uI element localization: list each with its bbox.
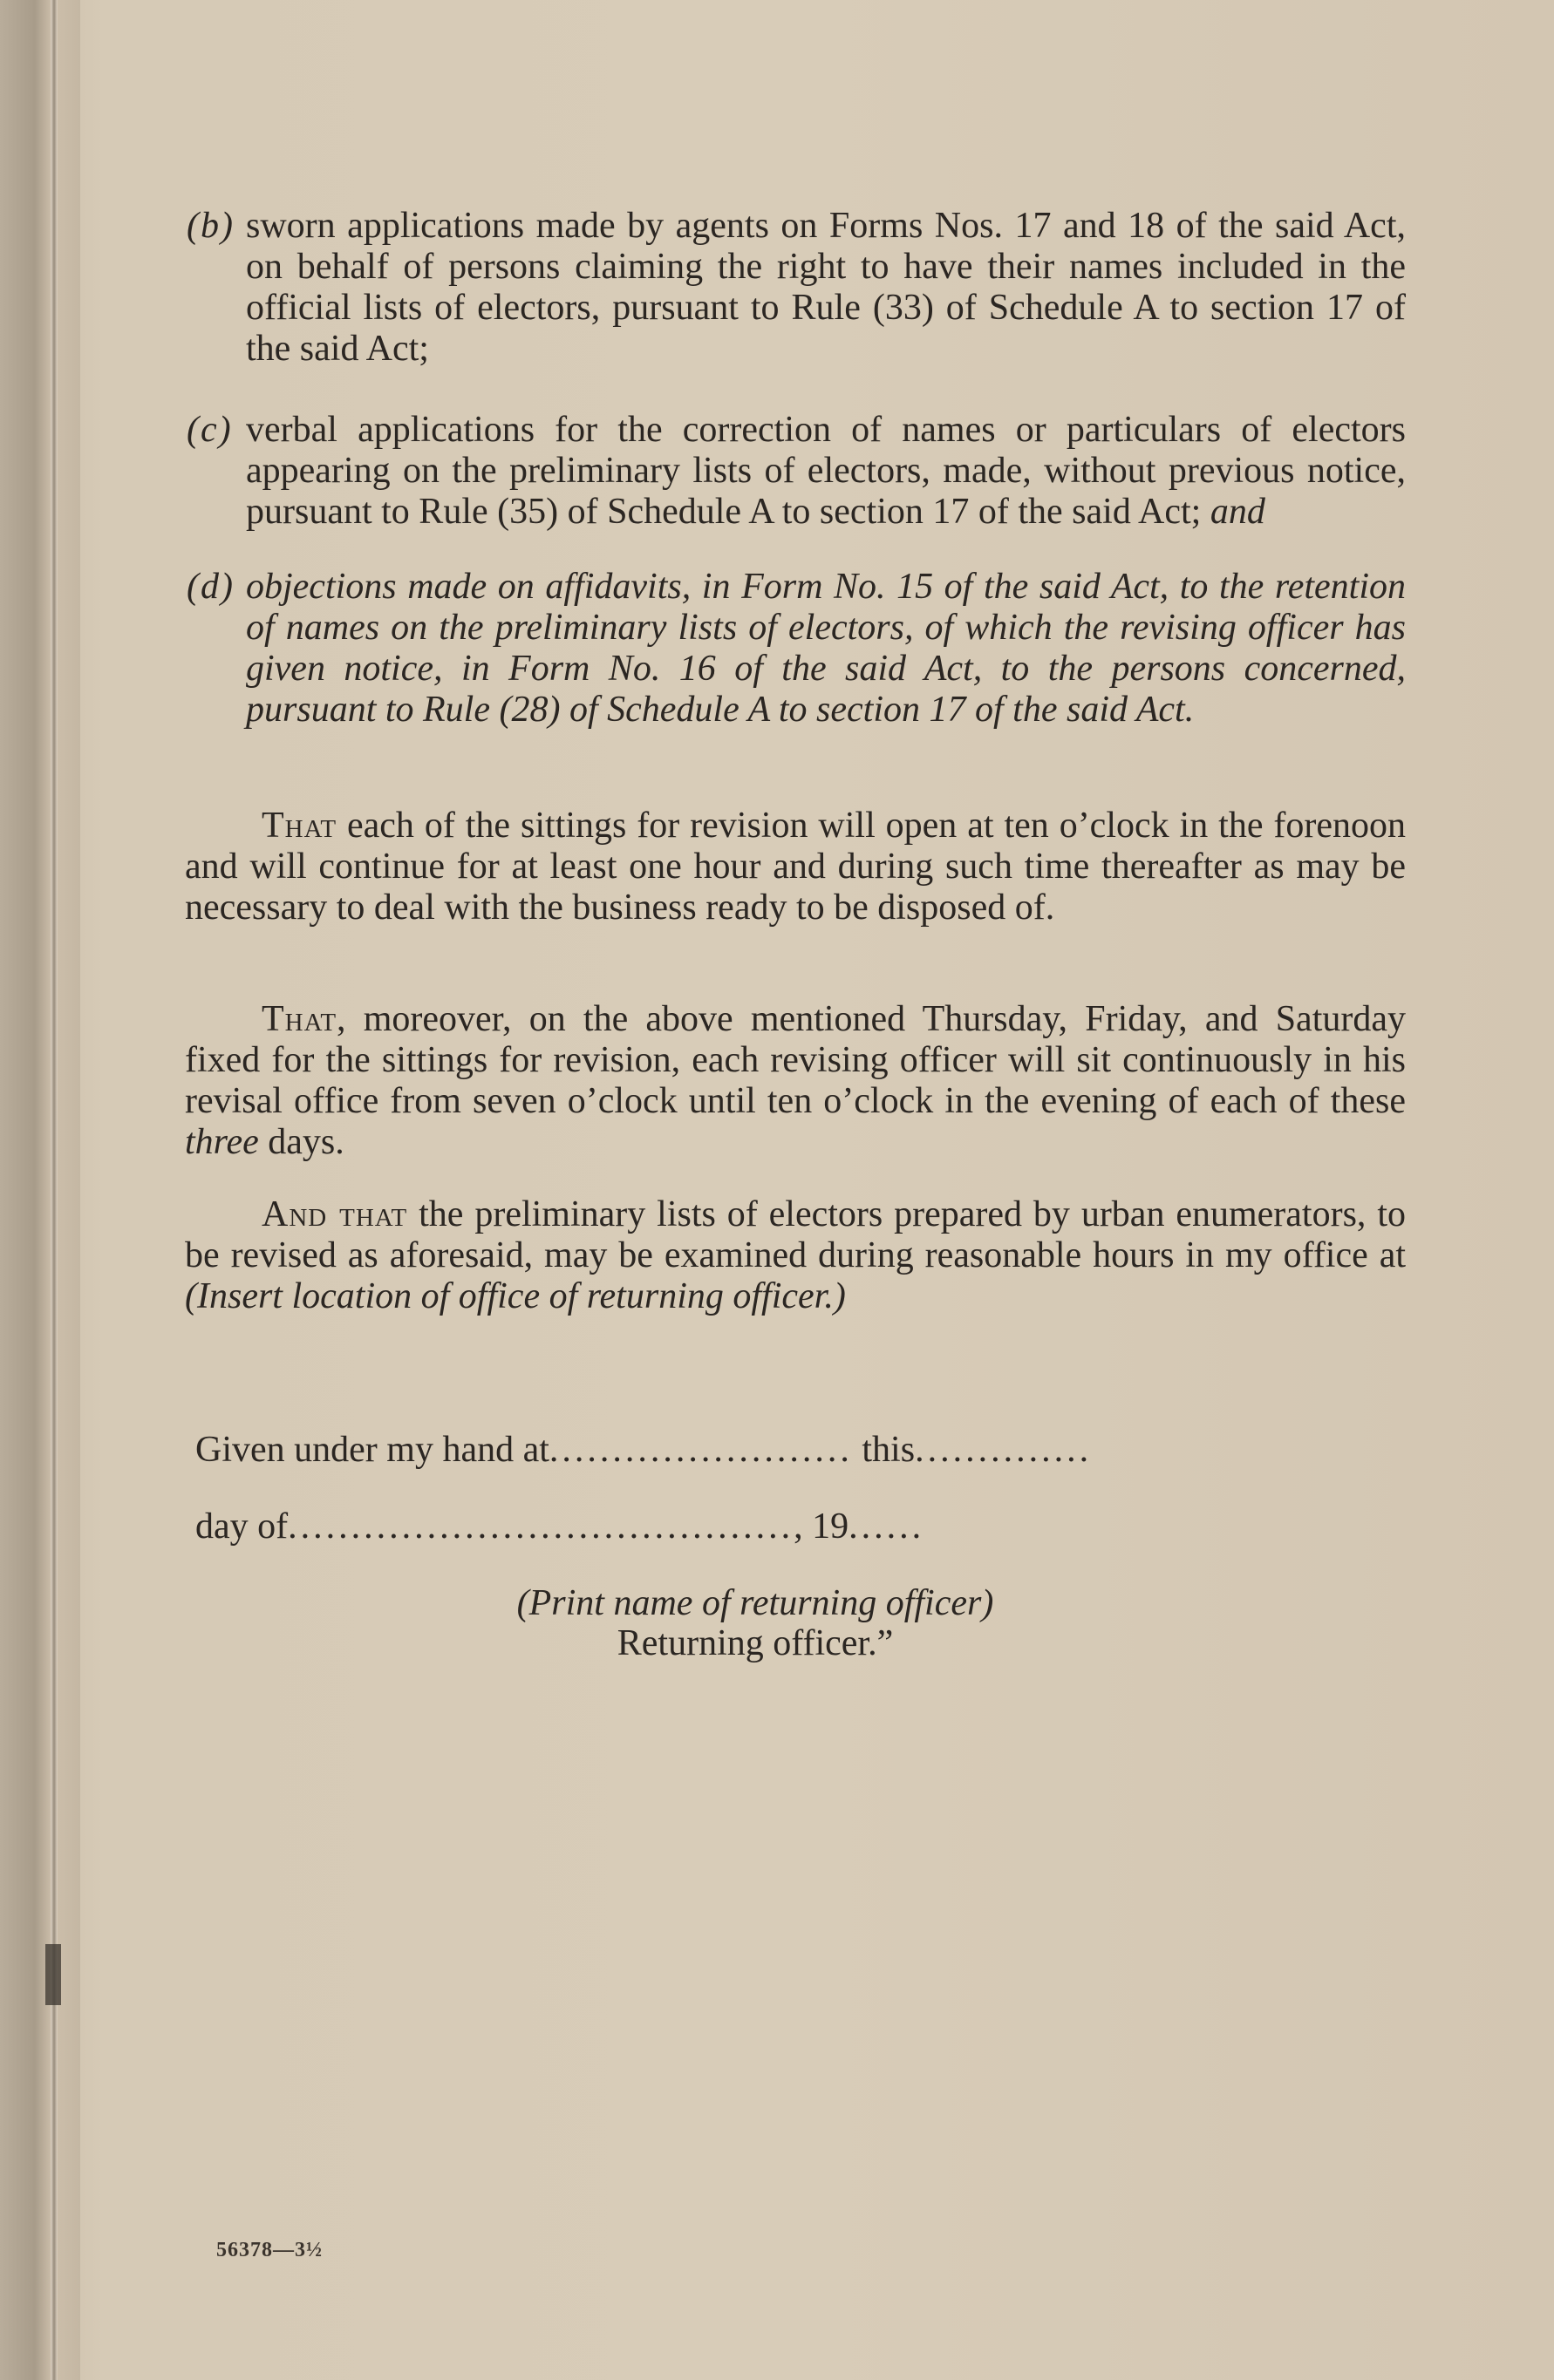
given-line-this: this	[862, 1430, 916, 1470]
paragraph-lists-text: the preliminary lists of electors prepared by urban enumerators, to be revised as aforesaid, may be examined during reasonable hours in my office at	[185, 1194, 1406, 1275]
given-under-hand-line	[195, 1430, 1406, 1471]
day-line-month-blank: ........................................	[288, 1506, 794, 1547]
clause-d-label: (d)	[187, 567, 235, 607]
given-line-prefix: Given under my hand at	[195, 1430, 549, 1470]
given-line-day-blank: ..............	[915, 1430, 1093, 1470]
footer-print-number: 56378—3½	[216, 2239, 323, 2261]
day-line-prefix: day of	[195, 1506, 289, 1547]
paragraph-moreover	[185, 999, 1406, 1163]
clause-c-label: (c)	[187, 410, 233, 450]
paragraph-moreover-tail: days.	[268, 1122, 344, 1162]
clause-d	[187, 567, 1406, 731]
paragraph-moreover-lead: That	[262, 999, 337, 1039]
day-line-year-blank: ......	[849, 1506, 925, 1547]
clause-c	[187, 410, 1406, 533]
clause-d-text: objections made on affidavits, in Form No. 15 of the said Act, to the retention of names on the preliminary lists of electors, of which the revising officer has given notice, in Form No. 16 of the said Act, to the persons concerned, pursuant to Rule (28) of Schedule A to section 17 of the said Act.	[246, 567, 1406, 730]
paragraph-lists-lead: And that	[262, 1194, 408, 1234]
clause-b	[187, 206, 1406, 370]
paragraph-sittings	[185, 806, 1406, 928]
paragraph-moreover-text: , moreover, on the above mentioned Thursday, Friday, and Saturday fixed for the sittings for revision, each revising officer will sit continuously in his revisal office from seven o’clock until ten o’clock in the evening of each of these	[185, 999, 1406, 1121]
clause-c-text: verbal applications for the correction of names or particulars of electors appearing on the preliminary lists of electors, made, without previous notice, pursuant to Rule (35) of Schedule A to section 17 of the said Act;	[246, 410, 1406, 532]
paragraph-lists	[185, 1194, 1406, 1317]
paragraph-moreover-emphasis: three	[185, 1122, 259, 1162]
paragraph-sittings-text: each of the sittings for revision will open at ten o’clock in the forenoon and will continue for at least one hour and during such time thereafter as may be necessary to deal with the business ready to be disposed of.	[185, 806, 1407, 928]
clause-c-tail: and	[1210, 492, 1265, 532]
clause-b-label: (b)	[187, 206, 235, 246]
paragraph-sittings-lead: That	[262, 806, 337, 846]
given-line-place-blank: ........................	[549, 1430, 853, 1470]
day-of-line	[195, 1506, 1406, 1547]
day-line-year: , 19	[794, 1506, 849, 1547]
paragraph-lists-insert: (Insert location of office of returning officer.)	[185, 1276, 846, 1316]
print-name-instruction: (Print name of returning officer)	[516, 1583, 994, 1623]
clause-b-text: sworn applications made by agents on Forms Nos. 17 and 18 of the said Act, on behalf of persons claiming the right to have their names included in the official lists of electors, pursuant to Rule (33) of Schedule A to section 17 of the said Act;	[246, 206, 1406, 369]
returning-officer-title: Returning officer.”	[617, 1623, 894, 1663]
